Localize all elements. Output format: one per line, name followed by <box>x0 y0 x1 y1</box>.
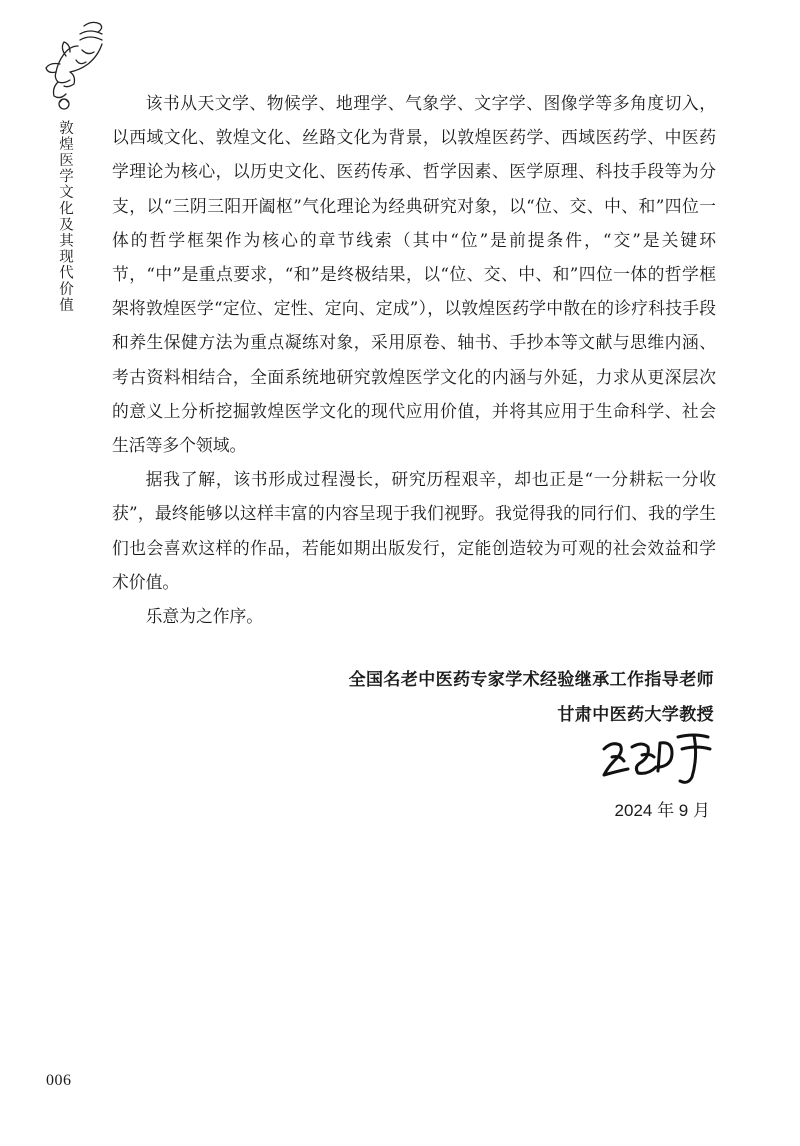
page-number: 006 <box>46 1072 72 1089</box>
hand-lotus-ornament-icon <box>40 16 114 112</box>
paragraph: 据我了解，该书形成过程漫长，研究历程艰辛，却也正是“一分耕耘一分收获”，最终能够以这样丰富的内容呈现于我们视野。我觉得我的同行们、我的学生们也会喜欢这样的作品，若能如期出版发行，定能创造较为可观的社会效益和学术价值。 <box>112 469 716 592</box>
paragraph: 该书从天文学、物候学、地理学、气象学、文字学、图像学等多角度切入，以西域文化、敦煌文化、丝路文化为背景，以敦煌医药学、西域医药学、中医药学理论为核心，以历史文化、医药传承、哲学因素、医学原理、科技手段等为分支，以“三阴三阳开阖枢”气化理论为经典研究对象，以“位、交、中、和”四位一体的哲学框架作为核心的章节线索（其中“位”是前提条件，“交”是关键环节，“中”是重点要求，“和”是终极结果，以“位、交、中、和”四位一体的哲学框架将敦煌医学“定位、定性、定向、定成”），以敦煌医药学中散在的诊疗科技手段和养生保健方法为重点凝练对象，采用原卷、轴书、手抄本等文献与思维内涵、考古资料相结合，全面系统地研究敦煌医学文化的内涵与外延，力求从更深层次的意义上分析挖掘敦煌医学文化的现代应用价值，并将其应用于生命科学、社会生活等多个领域。 <box>112 93 716 456</box>
author-affiliation-line: 甘肃中医药大学教授 <box>557 705 714 725</box>
handwritten-signature <box>598 727 716 789</box>
author-title-line: 全国名老中医药专家学术经验继承工作指导老师 <box>348 670 714 690</box>
preface-body <box>112 86 716 633</box>
book-title-vertical: 敦煌医学文化及其现代价值 <box>57 120 73 314</box>
date: 2024 年 9 月 <box>614 801 710 820</box>
paragraph: 乐意为之作序。 <box>145 606 264 627</box>
